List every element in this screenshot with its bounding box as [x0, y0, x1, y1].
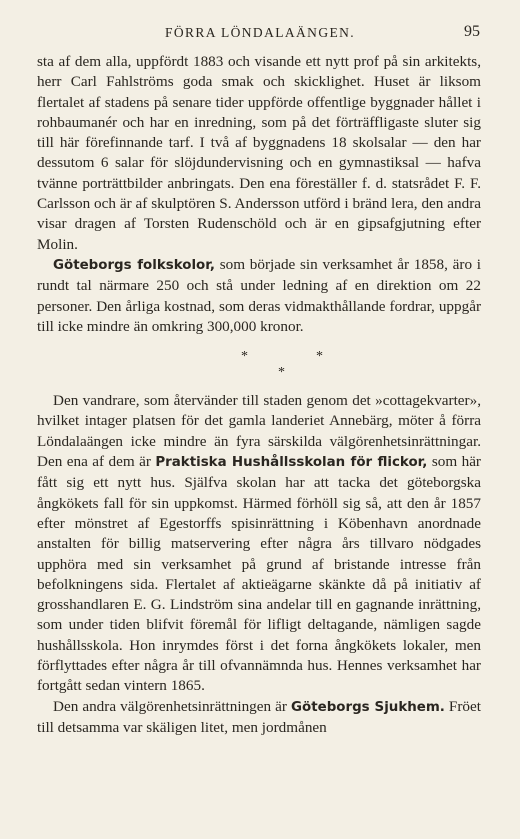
- paragraph-hushallsskola: [37, 391, 481, 696]
- paragraph-folkskolor: [37, 255, 481, 337]
- paragraph-text: Den andra välgörenhetsinrättningen är: [53, 697, 292, 715]
- paragraph-sjukhem: [37, 697, 481, 739]
- bold-term-sjukhem: Göteborgs Sjukhem.: [291, 699, 445, 715]
- bold-term-hushallsskolan: Praktiska Hushållsskolan för flickor,: [155, 455, 428, 471]
- asterisk: *: [278, 365, 285, 381]
- paragraph-text: Den vandrare, som återvänder till staden genom det »cottagekvarter», hvilket intager platsen för det gamla landeriet Annebärg, möter å förra Löndalaängen icke mindre än fyra särskilda välgörenhetsinrättningar. Den ena af dem är: [37, 392, 481, 471]
- section-divider-asterisks: [37, 337, 481, 391]
- paragraph-text: som här fått sig ett nytt hus. Själfva skolan har att tacka det göteborgska ångkökets fall för sin uppkomst. Härmed förhöll sig så, att den år 1857 efter mönstret af Egestorffs spisinrättning i Köbenhavn anordnade anstalten för billig matservering efter några års tillvaro nödgades upphöra med sin verksamhet på grund af bristande intresse från befolkningens sida. Flertalet af aktieägarne skänkte då på initiativ af grosshandlaren E. G. Lindström sina andelar till en gagnande inrättning, som under tiden blifvit föremål för lifligt deltagande, nämligen sagde hushållsskola. Hon inrymdes först i det forna ångkökets lokaler, men förflyttades efter några år till ofvannämnda hus. Hennes verksamhet har fortgått sedan vintern 1865.: [37, 453, 481, 695]
- paragraph-text: sta af dem alla, uppfördt 1883 och visande ett nytt prof på sin arkitekts, herr Carl Fahlströms goda smak och skicklighet. Huset är liksom flertalet af stadens på senare tider uppförde offentlige byggnader hållet i rohbaumanér och har en inredning, som på det förträffligaste sluter sig till här förefinnande tarf. I två af byggnadens 18 skolsalar — den har dessutom 6 salar för slöjdundervisning och en gymnastiksal — hafva tvänne porträttbilder anbringats. Den ena föreställer f. d. statsrådet F. F. Carlsson och är af skulptören S. Andersson utförd i bränd lera, den andra visar dragen af Torsten Rudenschöld och är en gipsafgjutning efter Molin.: [37, 53, 481, 253]
- page-header: [40, 25, 480, 43]
- running-title: FÖRRA LÖNDALAÄNGEN.: [164, 25, 356, 40]
- bold-term-folkskolor: Göteborgs folkskolor,: [53, 257, 215, 273]
- paragraph-text: Fröet till detsamma var skäligen litet, men jordmånen: [37, 697, 481, 736]
- asterisk: *: [241, 349, 248, 365]
- paragraph-text: som började sin verksamhet år 1858, äro i rundt tal närmare 250 och stå under ledning af en direktion om 22 personer. Den årliga kostnad, som deras vidmakthållande fordrar, uppgår till icke mindre än omkring 300,000 kronor.: [37, 255, 481, 335]
- paragraph-continuation: [37, 52, 481, 255]
- asterisk: *: [316, 349, 323, 365]
- page-number: 95: [464, 23, 480, 40]
- body-text: [37, 52, 481, 738]
